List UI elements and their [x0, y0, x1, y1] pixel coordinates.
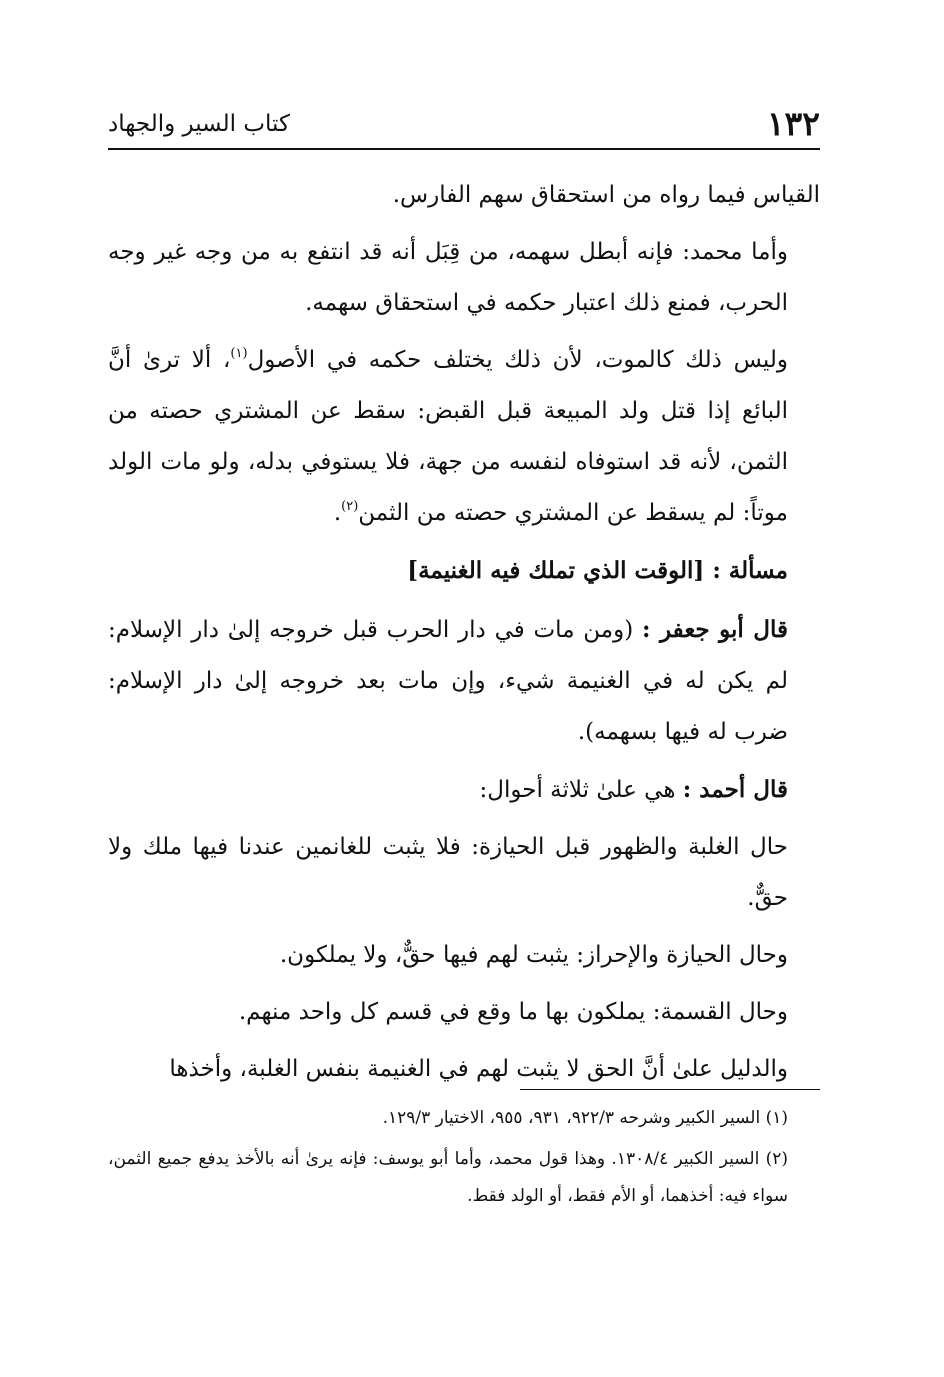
paragraph-qiyas: القياس فيما رواه من استحقاق سهم الفارس. — [392, 182, 820, 208]
paragraph-dalil: والدليل علىٰ أنَّ الحق لا يثبت لهم في الغنيمة بنفس الغلبة، وأخذها — [169, 1056, 788, 1082]
paragraph-ahmad — [108, 764, 820, 816]
page-number: ١٣٢ — [766, 104, 820, 143]
footnote-2: (٢) السير الكبير ١٣٠٨/٤. وهذا قول محمد، وأما أبو يوسف: فإنه يرىٰ أنه بالأخذ يدفع جميع الثمن، سواء فيه: أخذهما، أو الأم فقط، أو الولد فقط. — [108, 1149, 788, 1206]
paragraph-mawt-part1: وليس ذلك كالموت، لأن ذلك يختلف حكمه في الأصول — [247, 347, 788, 373]
footnotes — [108, 1100, 820, 1219]
footnote-separator — [520, 1089, 820, 1090]
ahmad-text: هي علىٰ ثلاثة أحوال: — [479, 777, 676, 803]
footnote-ref-2[interactable]: (٢) — [341, 499, 359, 514]
running-title: كتاب السير والجهاد — [108, 111, 290, 137]
abu-jafar-text: (ومن مات في دار الحرب قبل خروجه إلىٰ دار الإسلام: لم يكن له في الغنيمة شيء، وإن مات بعد خروجه إلىٰ دار الإسلام: ضرب له فيها بسهمه). — [108, 617, 788, 745]
paragraph-abu-jafar — [108, 604, 820, 758]
paragraph-hal-hiyaza: وحال الحيازة والإحراز: يثبت لهم فيها حقٌّ، ولا يملكون. — [279, 942, 788, 968]
paragraph-hal-ghalaba: حال الغلبة والظهور قبل الحيازة: فلا يثبت للغانمين عندنا فيها ملك ولا حقٌّ. — [108, 834, 788, 911]
paragraph-hal-qisma: وحال القسمة: يملكون بها ما وقع في قسم كل واحد منهم. — [238, 999, 788, 1025]
masala-heading — [108, 545, 820, 596]
abu-jafar-label: قال أبو جعفر : — [642, 616, 788, 643]
main-text — [108, 170, 820, 1101]
masala-label: مسألة : — [712, 557, 788, 584]
masala-title: [الوقت الذي تملك فيه الغنيمة] — [407, 557, 705, 584]
paragraph-muhammad: وأما محمد: فإنه أبطل سهمه، من قِبَل أنه قد انتفع به من وجه غير وجه الحرب، فمنع ذلك اعتبار حكمه في استحقاق سهمه. — [108, 239, 788, 316]
ahmad-label: قال أحمد : — [682, 776, 788, 803]
running-head — [108, 104, 820, 150]
footnote-1: (١) السير الكبير وشرحه ٩٢٢/٣، ٩٣١، ٩٥٥، الاختيار ١٢٩/٣. — [382, 1108, 788, 1128]
paragraph-mawt-part2: ، ألا ترىٰ أنَّ البائع إذا قتل ولد المبيعة قبل القبض: سقط عن المشتري حصته من الثمن، لأنه قد استوفاه لنفسه من جهة، فلا يستوفي بدله، ولو مات الولد موتاً: لم يسقط عن المشتري حصته من الثمن — [108, 347, 788, 526]
footnote-ref-1[interactable]: (١) — [230, 346, 248, 361]
paragraph-mawt-end: . — [333, 500, 342, 526]
paragraph-mawt — [108, 335, 820, 539]
